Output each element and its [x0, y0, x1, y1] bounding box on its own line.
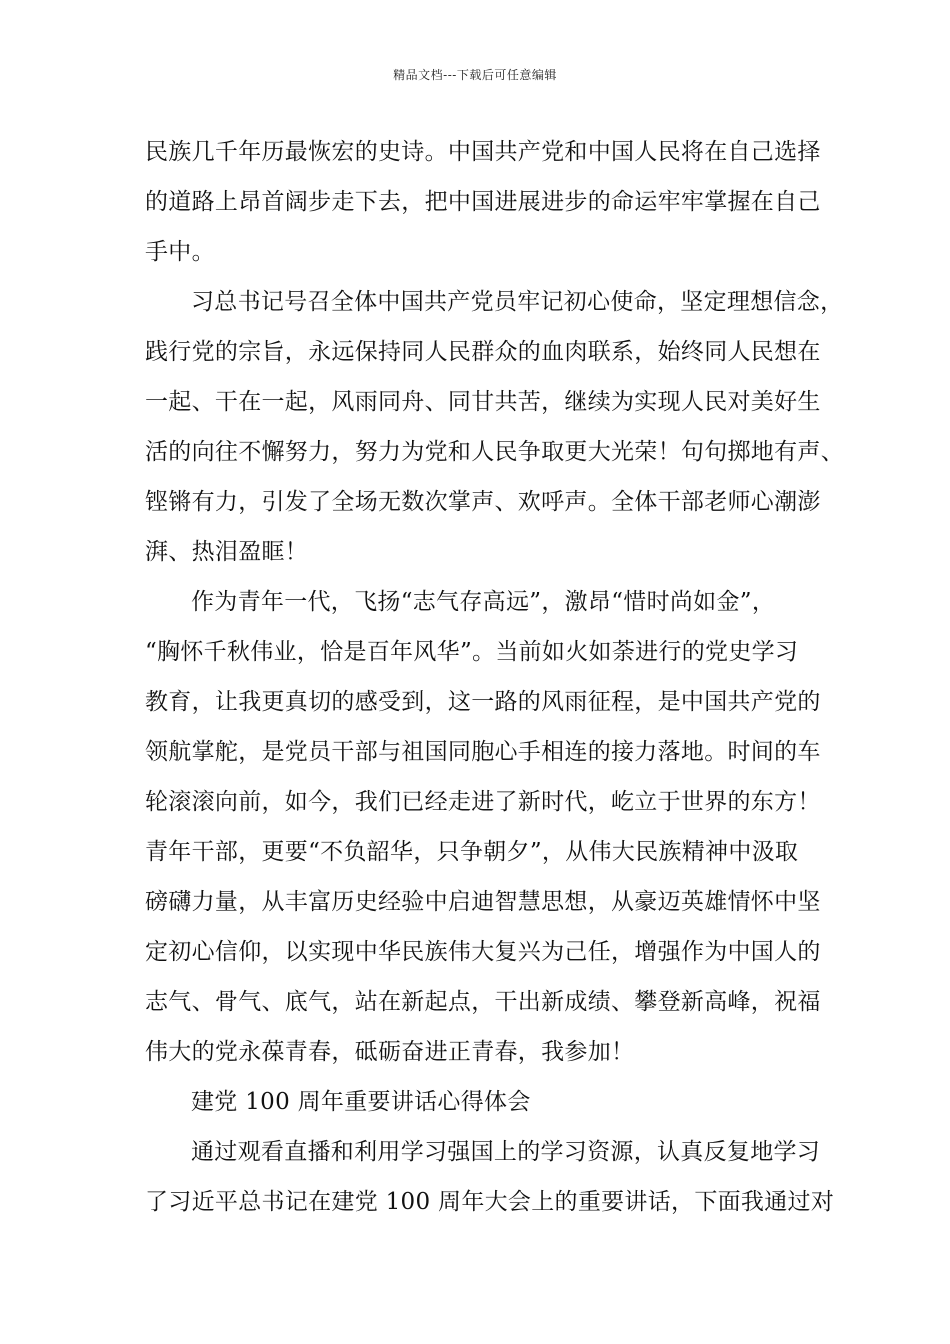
text-line: 铿锵有力，引发了全场无数次掌声、欢呼声。全体干部老师心潮澎: [145, 489, 821, 515]
text-line: 教育，让我更真切的感受到，这一路的风雨征程，是中国共产党的: [145, 689, 821, 715]
text-line: 湃、热泪盈眶！: [145, 539, 309, 565]
text-line: 一起、干在一起，风雨同舟、同甘共苦，继续为实现人民对美好生: [145, 389, 821, 415]
text-line: 活的向往不懈努力，努力为党和人民争取更大光荣！句句掷地有声、: [145, 439, 844, 465]
text-line: 的道路上昂首阔步走下去，把中国进展进步的命运牢牢掌握在自己: [145, 189, 821, 215]
text-line: 轮滚滚向前，如今，我们已经走进了新时代，屹立于世界的东方！: [145, 789, 821, 815]
section-heading: 建党 100 周年重要讲话心得体会: [191, 1089, 531, 1115]
text-line: 践行党的宗旨，永远保持同人民群众的血肉联系，始终同人民想在: [145, 339, 821, 365]
text-line: 伟大的党永葆青春，砥砺奋进正青春，我参加！: [145, 1039, 635, 1065]
text-line: 志气、骨气、底气，站在新起点，干出新成绩、攀登新高峰，祝福: [145, 989, 821, 1015]
paragraph-first-line: 习总书记号召全体中国共产党员牢记初心使命，坚定理想信念，: [191, 289, 844, 315]
page-header: 精品文档---下载后可任意编辑: [393, 68, 557, 82]
paragraph-first-line: 作为青年一代，飞扬“志气存高远”，激昂“惜时尚如金”，: [191, 589, 776, 615]
text-line: 手中。: [145, 239, 215, 265]
paragraph-first-line: 通过观看直播和利用学习强国上的学习资源，认真反复地学习: [191, 1139, 821, 1165]
text-line: 民族几千年历最恢宏的史诗。中国共产党和中国人民将在自己选择: [145, 139, 821, 165]
text-line: 领航掌舵，是党员干部与祖国同胞心手相连的接力落地。时间的车: [145, 739, 821, 765]
text-line: 磅礴力量，从丰富历史经验中启迪智慧思想，从豪迈英雄情怀中坚: [145, 889, 821, 915]
document-body: [145, 127, 844, 1227]
text-line: 定初心信仰，以实现中华民族伟大复兴为己任，增强作为中国人的: [145, 939, 821, 965]
text-line: “胸怀千秋伟业，恰是百年风华”。当前如火如荼进行的党史学习: [145, 639, 799, 665]
text-line: 了习近平总书记在建党 100 周年大会上的重要讲话，下面我通过对: [145, 1189, 835, 1215]
text-line: 青年干部，更要“不负韶华，只争朝夕”，从伟大民族精神中汲取: [145, 839, 799, 865]
